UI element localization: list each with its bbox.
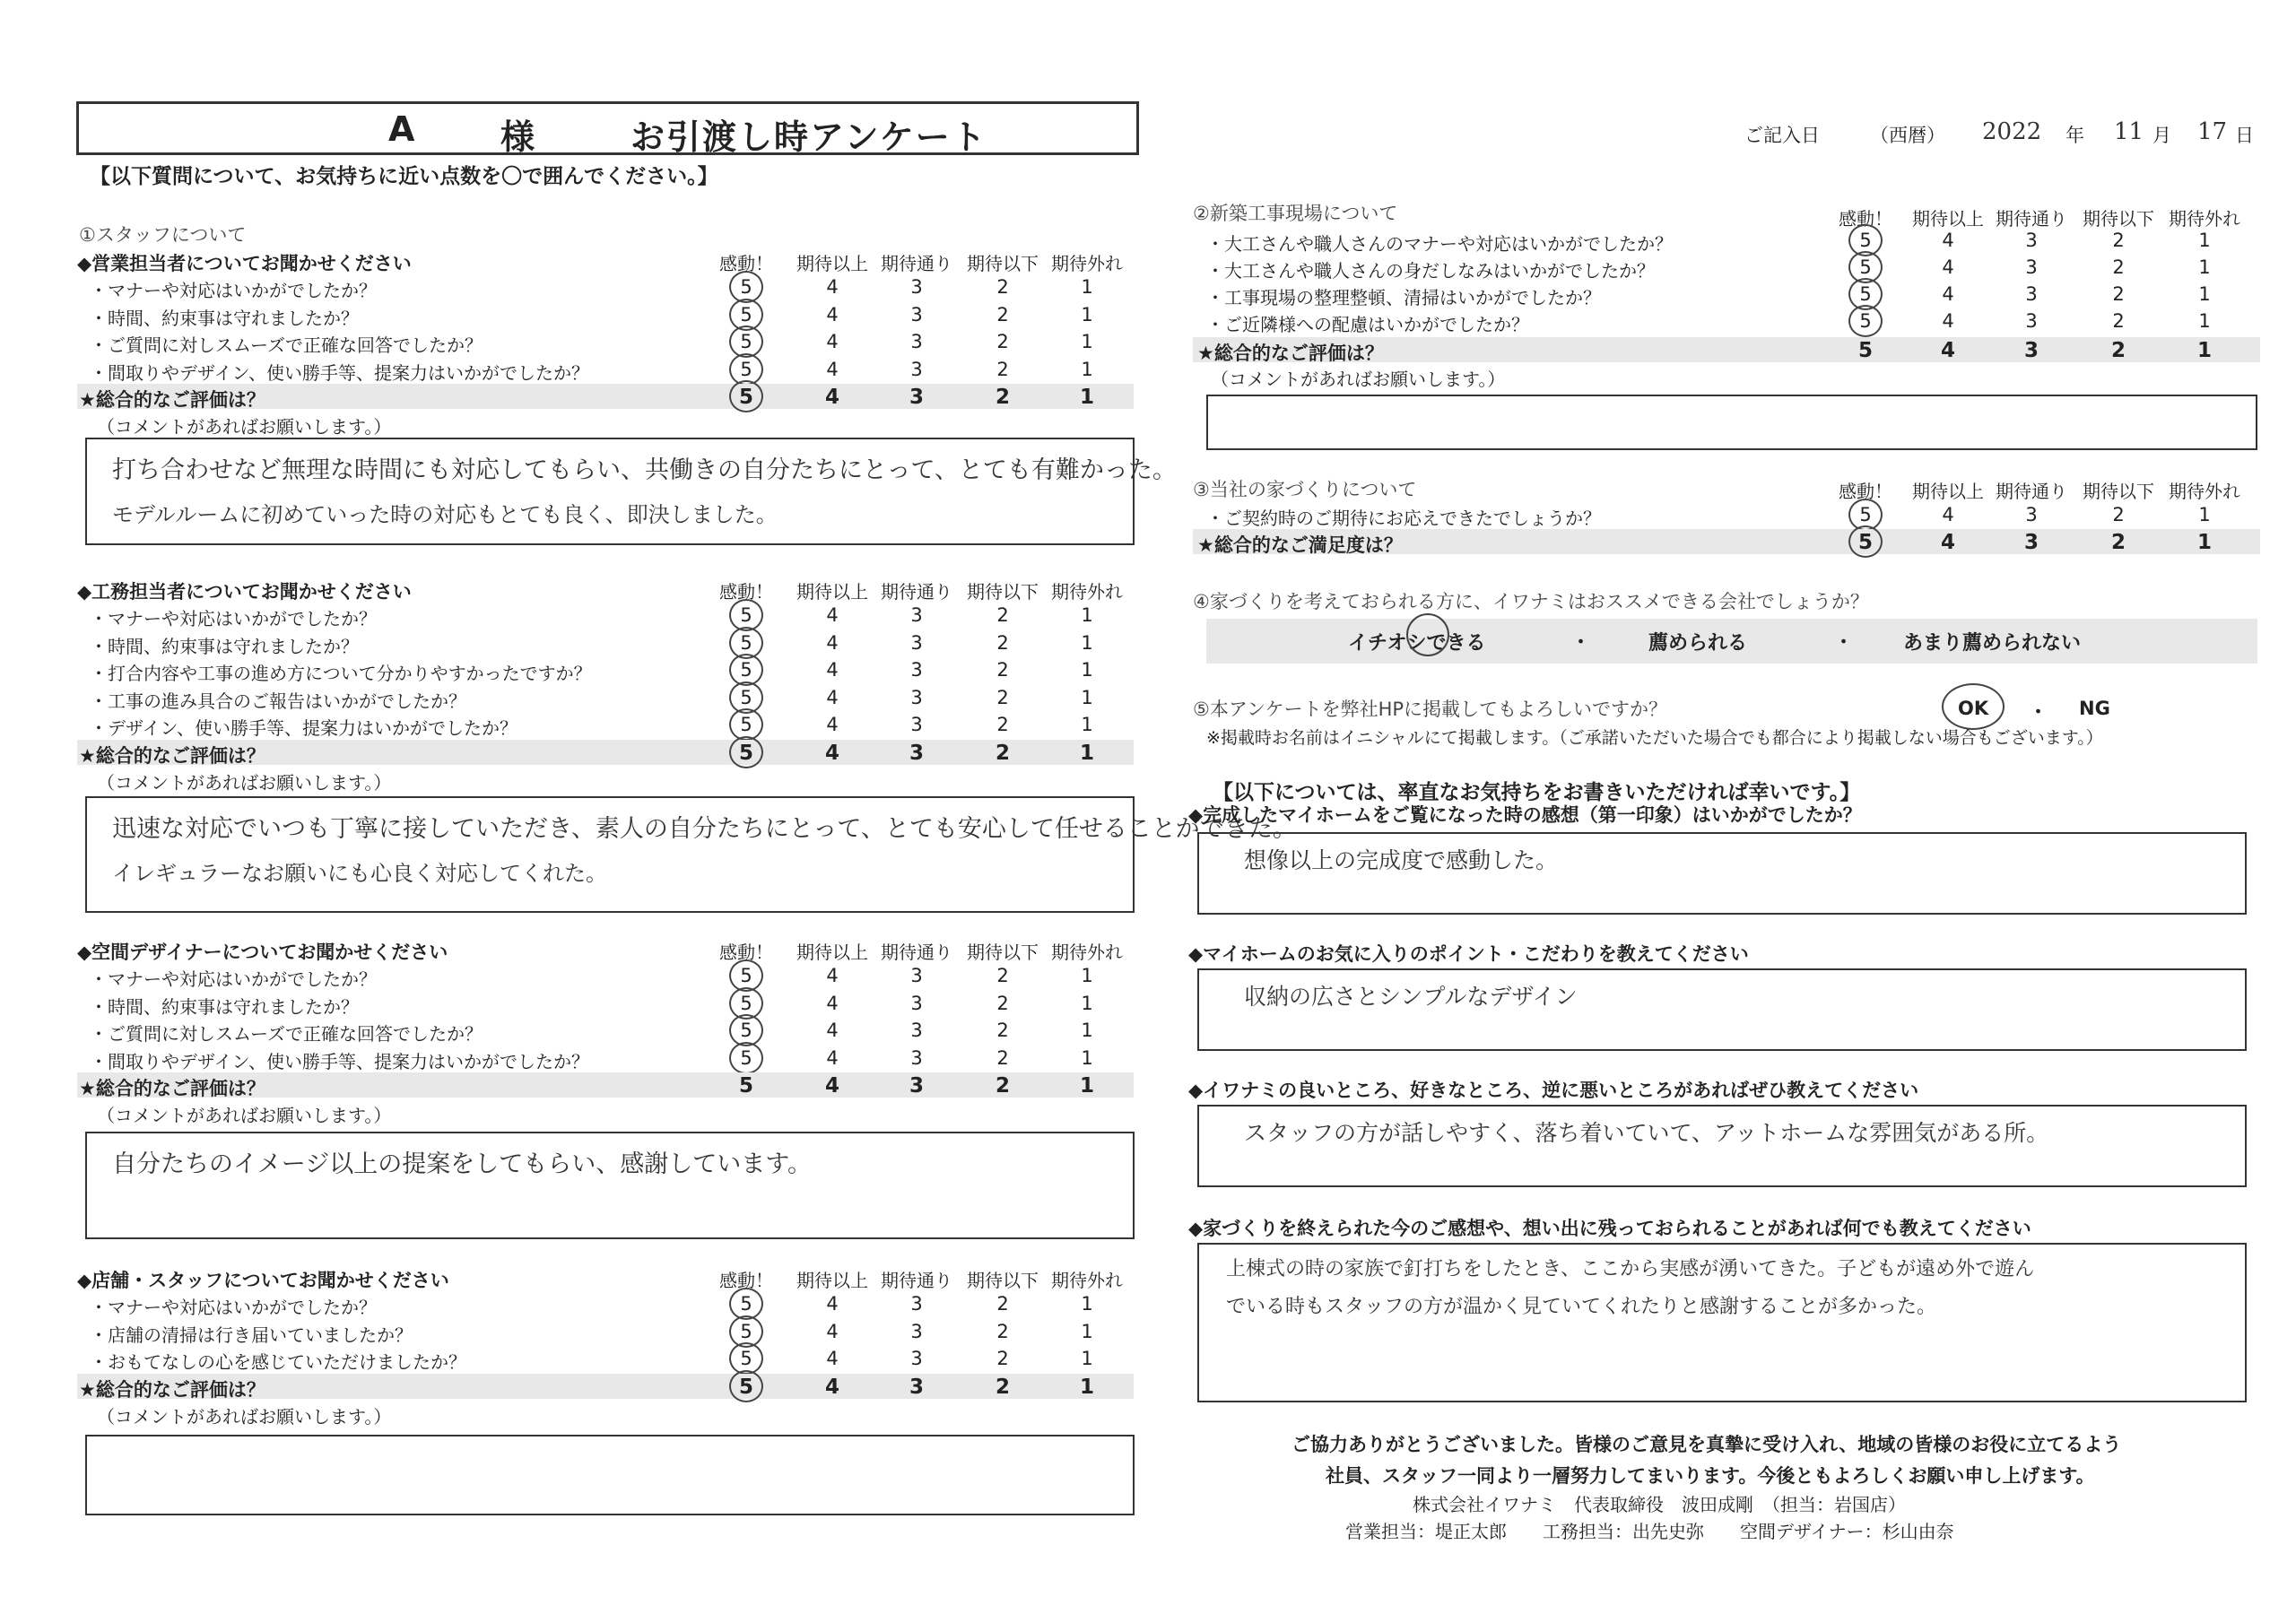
day-unit: 日 — [2235, 125, 2254, 146]
group3-overall-selected-circle — [729, 1370, 763, 1402]
section1-title: ①スタッフについて — [79, 224, 247, 246]
group0-q0-score-3[interactable]: 3 — [910, 276, 923, 298]
section2-scale-4: 期待外れ — [2169, 208, 2240, 230]
group0-q1-score-2[interactable]: 2 — [996, 303, 1009, 325]
group1-q4-score-2[interactable]: 2 — [996, 714, 1009, 735]
group3-q0-score-2[interactable]: 2 — [996, 1293, 1009, 1315]
section2-q0-score-1[interactable]: 1 — [2198, 230, 2211, 251]
free-text-intro: 【以下については、率直なお気持ちをお書きいただければ幸いです。】 — [1213, 781, 1861, 804]
section3-scale-0: 感動！ — [1839, 481, 1892, 502]
group0-overall-score-1[interactable]: 1 — [1079, 386, 1094, 409]
group2-q3-score-5[interactable]: 5 — [740, 1046, 752, 1069]
group1-q3-score-2[interactable]: 2 — [996, 686, 1009, 708]
group1-q2-score-4[interactable]: 4 — [826, 659, 839, 681]
section2-q1-score-2[interactable]: 2 — [2112, 256, 2125, 278]
group2-overall-score-3[interactable]: 3 — [909, 1074, 924, 1098]
group0-q1-score-4[interactable]: 4 — [826, 303, 839, 325]
instructions: 【以下質問について、お気持ちに近い点数を〇で囲んでください。】 — [90, 165, 718, 188]
section2-q2-score-2[interactable]: 2 — [2112, 283, 2125, 305]
section3-overall-selected-circle — [1848, 525, 1883, 558]
group3-overall-score-3[interactable]: 3 — [909, 1375, 924, 1399]
group1-overall-score-3[interactable]: 3 — [909, 741, 924, 765]
group3-q0-score-3[interactable]: 3 — [910, 1293, 923, 1315]
group1-overall-score-2[interactable]: 2 — [995, 741, 1010, 765]
group0-scale-0: 感動！ — [719, 253, 773, 274]
group1-question-1: ・時間、約束事は守れましたか？ — [90, 635, 359, 657]
group3-q1-score-2[interactable]: 2 — [996, 1320, 1009, 1342]
group3-q2-score-4[interactable]: 4 — [826, 1348, 839, 1369]
section2-q3-score-3[interactable]: 3 — [2025, 310, 2038, 332]
group2-q0-score-4[interactable]: 4 — [826, 965, 839, 986]
survey-title-box — [76, 101, 1139, 155]
free-question-3: ◆家づくりを終えられた今のご感想や、想い出に残っておられることがあれば何でも教えてください — [1188, 1218, 2031, 1239]
section2-question-1: ・大工さんや職人さんの身だしなみはいかがでしたか？ — [1206, 260, 1655, 282]
title-sama: 様 — [500, 117, 537, 157]
group2-q2-score-1[interactable]: 1 — [1081, 1020, 1093, 1041]
consent-ok-option[interactable]: OK — [1958, 698, 1989, 719]
section2-q3-selected-circle — [1848, 305, 1883, 337]
group3-question-2: ・おもてなしの心を感じていただけましたか？ — [90, 1351, 466, 1373]
group1-q0-score-4[interactable]: 4 — [826, 604, 839, 626]
recommend-highly-option[interactable]: イチオシできる — [1348, 632, 1486, 655]
group3-q2-score-5[interactable]: 5 — [740, 1348, 752, 1369]
date-year: 2022 — [1982, 118, 2042, 145]
group1-question-2: ・打合内容や工事の進め方について分かりやすかったですか？ — [90, 663, 592, 684]
group3-overall-label: ★総合的なご評価は？ — [79, 1378, 265, 1401]
group3-q0-score-4[interactable]: 4 — [826, 1293, 839, 1315]
group0-overall-score-4[interactable]: 4 — [824, 386, 839, 409]
section4-title: ④家づくりを考えておられる方に、イワナミはおススメできる会社でしょうか？ — [1193, 591, 1869, 612]
section3-scale-3: 期待以下 — [2083, 481, 2154, 502]
group0-question-0: ・マナーや対応はいかがでしたか？ — [90, 280, 377, 301]
group2-comment-prompt: （コメントがあればお願いします。） — [97, 1105, 392, 1126]
free-answer-box-2[interactable] — [1197, 1105, 2247, 1187]
group2-comment-box[interactable] — [85, 1132, 1135, 1239]
group2-q3-score-1[interactable]: 1 — [1081, 1046, 1093, 1069]
group2-q3-score-2[interactable]: 2 — [996, 1046, 1009, 1069]
group2-overall-score-1[interactable]: 1 — [1079, 1074, 1094, 1098]
section4-selected-circle — [1406, 613, 1449, 656]
group2-q1-score-4[interactable]: 4 — [826, 992, 839, 1014]
section2-question-0: ・大工さんや職人さんのマナーや対応はいかがでしたか？ — [1206, 233, 1673, 255]
group3-overall-score-5[interactable]: 5 — [738, 1375, 753, 1399]
group3-scale-3: 期待以下 — [967, 1270, 1039, 1291]
group1-scale-2: 期待通り — [881, 581, 952, 603]
group2-scale-4: 期待外れ — [1051, 942, 1123, 963]
group3-scale-4: 期待外れ — [1051, 1270, 1123, 1291]
group1-comment-line-1: イレギュラーなお願いにも心良く対応してくれた。 — [112, 861, 607, 886]
group0-q0-score-4[interactable]: 4 — [826, 276, 839, 298]
group1-q4-score-4[interactable]: 4 — [826, 714, 839, 735]
year-unit: 年 — [2066, 125, 2084, 146]
group3-overall-score-4[interactable]: 4 — [824, 1375, 839, 1399]
section2-overall-label: ★総合的なご評価は？ — [1197, 343, 1384, 364]
consent-ng-option[interactable]: NG — [2079, 698, 2110, 719]
section2-scale-0: 感動！ — [1839, 208, 1892, 230]
group1-q2-score-3[interactable]: 3 — [910, 659, 923, 681]
free-answer-2-line-0: スタッフの方が話しやすく、落ち着いていて、アットホームな雰囲気がある所。 — [1244, 1120, 2049, 1146]
group3-question-1: ・店舗の清掃は行き届いていましたか？ — [90, 1324, 413, 1346]
group0-q3-score-4[interactable]: 4 — [826, 358, 839, 380]
group1-scale-1: 期待以上 — [796, 581, 868, 603]
group1-overall-score-1[interactable]: 1 — [1079, 741, 1094, 765]
group0-q2-score-3[interactable]: 3 — [910, 331, 923, 352]
group0-q2-score-1[interactable]: 1 — [1081, 331, 1093, 352]
group1-q2-score-5[interactable]: 5 — [740, 659, 752, 681]
group0-overall-selected-circle — [729, 380, 763, 412]
group2-q1-score-5[interactable]: 5 — [740, 992, 752, 1014]
group2-overall-score-4[interactable]: 4 — [824, 1074, 839, 1098]
group1-title: ◆工務担当者についてお聞かせください — [77, 581, 412, 603]
group1-q0-score-1[interactable]: 1 — [1081, 604, 1093, 626]
section2-scale-1: 期待以上 — [1912, 208, 1984, 230]
section3-overall-label: ★総合的なご満足度は？ — [1197, 534, 1403, 556]
free-answer-1-line-0: 収納の広さとシンプルなデザイン — [1244, 984, 1578, 1010]
section2-q0-score-4[interactable]: 4 — [1942, 230, 1954, 251]
group3-overall-score-1[interactable]: 1 — [1079, 1375, 1094, 1399]
group2-scale-3: 期待以下 — [967, 942, 1039, 963]
customer-initial: A — [388, 109, 417, 149]
section3-overall-score-1[interactable]: 1 — [2196, 531, 2212, 554]
group0-q3-score-2[interactable]: 2 — [996, 358, 1009, 380]
group2-title: ◆空間デザイナーについてお聞かせください — [77, 942, 448, 963]
era-label: （西暦） — [1870, 125, 1945, 146]
section5-title: ⑤本アンケートを弊社HPに掲載してもよろしいですか？ — [1193, 699, 1668, 720]
group2-q2-score-5[interactable]: 5 — [740, 1020, 752, 1041]
section2-q3-score-4[interactable]: 4 — [1942, 310, 1954, 332]
group0-overall-score-3[interactable]: 3 — [909, 386, 924, 409]
group2-q0-score-1[interactable]: 1 — [1081, 965, 1093, 986]
section3-q0-score-1[interactable]: 1 — [2198, 504, 2211, 525]
section2-comment-prompt: （コメントがあればお願いします。） — [1211, 369, 1506, 390]
group2-overall-label: ★総合的なご評価は？ — [79, 1078, 265, 1099]
free-question-1: ◆マイホームのお気に入りのポイント・こだわりを教えてください — [1188, 943, 1749, 965]
group3-q1-score-5[interactable]: 5 — [740, 1320, 752, 1342]
section2-title: ②新築工事現場について — [1193, 203, 1398, 224]
section2-q2-score-4[interactable]: 4 — [1942, 283, 1954, 305]
section3-overall-score-4[interactable]: 4 — [1940, 531, 1955, 554]
group2-q3-score-3[interactable]: 3 — [910, 1046, 923, 1069]
group1-question-0: ・マナーや対応はいかがでしたか？ — [90, 608, 377, 629]
group1-q0-score-5[interactable]: 5 — [740, 604, 752, 626]
group2-question-3: ・間取りやデザイン、使い勝手等、提案力はいかがでしたか？ — [90, 1050, 589, 1072]
group0-comment-line-0: 打ち合わせなど無理な時間にも対応してもらい、共働きの自分たちにとって、とても有難かった。 — [112, 456, 1177, 484]
group2-q3-selected-circle — [729, 1042, 763, 1074]
section4-dot-1: ・ — [1571, 631, 1590, 653]
group2-q2-score-3[interactable]: 3 — [910, 1020, 923, 1041]
section3-scale-2: 期待通り — [1996, 481, 2067, 502]
free-answer-box-0[interactable] — [1197, 832, 2247, 915]
group1-q0-score-3[interactable]: 3 — [910, 604, 923, 626]
group3-q2-score-3[interactable]: 3 — [910, 1348, 923, 1369]
group2-scale-0: 感動！ — [719, 942, 773, 963]
section2-overall-score-5[interactable]: 5 — [1857, 339, 1873, 362]
section2-question-3: ・ご近隣様への配慮はいかがでしたか？ — [1206, 314, 1529, 335]
group3-overall-score-2[interactable]: 2 — [995, 1375, 1010, 1399]
group2-q0-score-3[interactable]: 3 — [910, 965, 923, 986]
thanks-line-1: ご協力ありがとうございました。皆様のご意見を真摯に受け入れ、地域の皆様のお役に立てるよう — [1292, 1434, 2122, 1455]
group0-q0-score-2[interactable]: 2 — [996, 276, 1009, 298]
group0-q2-score-2[interactable]: 2 — [996, 331, 1009, 352]
group1-q4-score-5[interactable]: 5 — [740, 714, 752, 735]
group1-q3-score-3[interactable]: 3 — [910, 686, 923, 708]
section2-q2-score-5[interactable]: 5 — [1859, 283, 1872, 305]
group2-q2-score-4[interactable]: 4 — [826, 1020, 839, 1041]
group0-q0-score-5[interactable]: 5 — [740, 276, 752, 298]
group1-overall-score-5[interactable]: 5 — [738, 741, 753, 765]
section2-q0-score-2[interactable]: 2 — [2112, 230, 2125, 251]
group0-q1-score-1[interactable]: 1 — [1081, 303, 1093, 325]
group0-question-3: ・間取りやデザイン、使い勝手等、提案力はいかがでしたか？ — [90, 361, 589, 384]
group1-question-3: ・工事の進み具合のご報告はいかがでしたか？ — [90, 690, 466, 712]
staff-line: 営業担当：堤正太郎 工務担当：出先史弥 空間デザイナー：杉山由奈 — [1345, 1521, 1954, 1542]
group0-q1-score-5[interactable]: 5 — [740, 303, 752, 325]
group0-comment-prompt: （コメントがあればお願いします。） — [97, 416, 392, 438]
section4-dot-2: ・ — [1834, 631, 1853, 653]
group2-comment-line-0: 自分たちのイメージ以上の提案をしてもらい、感謝しています。 — [112, 1150, 813, 1178]
group1-overall-label: ★総合的なご評価は？ — [79, 744, 265, 767]
section2-scale-2: 期待通り — [1996, 208, 2067, 230]
group1-overall-selected-circle — [729, 736, 763, 768]
free-answer-0-line-0: 想像以上の完成度で感動した。 — [1244, 847, 1559, 873]
group0-scale-4: 期待外れ — [1051, 253, 1123, 274]
section2-q1-score-1[interactable]: 1 — [2198, 256, 2211, 278]
group0-scale-3: 期待以下 — [967, 253, 1039, 274]
group3-scale-2: 期待通り — [881, 1270, 952, 1291]
section3-q0-score-5[interactable]: 5 — [1859, 504, 1872, 525]
section2-overall-score-4[interactable]: 4 — [1940, 339, 1955, 362]
group1-comment-line-0: 迅速な対応でいつも丁寧に接していただき、素人の自分たちにとって、とても安心して任せることができた。 — [112, 815, 1297, 843]
group2-q1-score-3[interactable]: 3 — [910, 992, 923, 1014]
group3-q1-score-3[interactable]: 3 — [910, 1320, 923, 1342]
group0-q3-score-1[interactable]: 1 — [1081, 358, 1093, 380]
section2-comment-box[interactable] — [1206, 395, 2257, 450]
thanks-line-2: 社員、スタッフ一同より一層努力してまいります。今後ともよろしくお願い申し上げます。 — [1326, 1465, 2095, 1487]
section3-question-0: ・ご契約時のご期待にお応えできたでしょうか？ — [1206, 508, 1601, 529]
section2-q0-score-5[interactable]: 5 — [1859, 230, 1872, 251]
group1-q2-score-1[interactable]: 1 — [1081, 659, 1093, 681]
group0-overall-score-2[interactable]: 2 — [995, 386, 1010, 409]
group1-overall-score-4[interactable]: 4 — [824, 741, 839, 765]
group1-question-4: ・デザイン、使い勝手等、提案力はいかがでしたか？ — [90, 717, 517, 739]
group2-overall-score-5[interactable]: 5 — [738, 1074, 753, 1098]
group2-question-0: ・マナーや対応はいかがでしたか？ — [90, 968, 377, 990]
recommend-option[interactable]: 薦められる — [1648, 632, 1748, 655]
free-answer-3-line-1: でいる時もスタッフの方が温かく見ていてくれたりと感謝することが多かった。 — [1226, 1296, 1937, 1318]
date-month: 11 — [2114, 118, 2144, 145]
section3-overall-score-2[interactable]: 2 — [2110, 531, 2126, 554]
group3-scale-0: 感動！ — [719, 1270, 773, 1291]
section2-q2-score-1[interactable]: 1 — [2198, 283, 2211, 305]
group1-q3-score-5[interactable]: 5 — [740, 686, 752, 708]
group0-question-2: ・ご質問に対しスムーズで正確な回答でしたか？ — [90, 334, 483, 356]
section2-q1-score-5[interactable]: 5 — [1859, 256, 1872, 278]
group3-q1-score-4[interactable]: 4 — [826, 1320, 839, 1342]
group0-comment-line-1: モデルルームに初めていった時の対応もとても良く、即決しました。 — [112, 502, 778, 527]
group1-q0-score-2[interactable]: 2 — [996, 604, 1009, 626]
group1-q4-score-3[interactable]: 3 — [910, 714, 923, 735]
group1-q1-score-4[interactable]: 4 — [826, 631, 839, 654]
month-unit: 月 — [2152, 125, 2171, 146]
group1-scale-4: 期待外れ — [1051, 581, 1123, 603]
group0-comment-box[interactable] — [85, 438, 1177, 545]
group1-comment-prompt: （コメントがあればお願いします。） — [97, 771, 392, 794]
consent-ok-circle — [1942, 683, 2005, 730]
group0-title: ◆営業担当者についてお聞かせください — [77, 253, 412, 274]
group2-overall-score-2[interactable]: 2 — [995, 1074, 1010, 1098]
not-recommend-option[interactable]: あまり薦められない — [1903, 632, 2082, 655]
group3-q1-score-1[interactable]: 1 — [1081, 1320, 1093, 1342]
section3-q0-score-3[interactable]: 3 — [2025, 504, 2038, 525]
group2-scale-2: 期待通り — [881, 942, 952, 963]
group0-scale-1: 期待以上 — [796, 253, 868, 274]
group1-comment-box[interactable] — [85, 796, 1297, 913]
section3-overall-score-5[interactable]: 5 — [1857, 531, 1873, 554]
group3-question-0: ・マナーや対応はいかがでしたか？ — [90, 1297, 377, 1318]
group0-scale-2: 期待通り — [881, 253, 952, 274]
group2-q3-score-4[interactable]: 4 — [826, 1046, 839, 1069]
group3-comment-prompt: （コメントがあればお願いします。） — [97, 1405, 392, 1428]
section3-q0-score-4[interactable]: 4 — [1942, 504, 1954, 525]
section3-scale-4: 期待外れ — [2169, 481, 2240, 502]
group3-scale-1: 期待以上 — [796, 1270, 868, 1291]
group0-overall-score-5[interactable]: 5 — [738, 386, 753, 409]
section2-scale-3: 期待以下 — [2083, 208, 2154, 230]
section2-overall-score-2[interactable]: 2 — [2110, 339, 2126, 362]
group0-overall-label: ★総合的なご評価は？ — [79, 389, 265, 411]
free-answer-3-line-0: 上棟式の時の家族で釘打ちをしたとき、ここから実感が湧いてきた。子どもが遠め外で遊ん — [1226, 1258, 2035, 1280]
group2-q2-score-2[interactable]: 2 — [996, 1020, 1009, 1041]
section5-note: ※掲載時お名前はイニシャルにて掲載します。（ご承諾いただいた場合でも都合により掲載しない場合もございます。） — [1206, 728, 2103, 748]
section2-q3-score-1[interactable]: 1 — [2198, 310, 2211, 332]
group3-q0-score-5[interactable]: 5 — [740, 1293, 752, 1315]
section2-q1-score-3[interactable]: 3 — [2025, 256, 2038, 278]
group2-q1-score-2[interactable]: 2 — [996, 992, 1009, 1014]
group0-q2-score-4[interactable]: 4 — [826, 331, 839, 352]
group0-q3-score-5[interactable]: 5 — [740, 358, 752, 380]
section3-q0-score-2[interactable]: 2 — [2112, 504, 2125, 525]
group2-question-2: ・ご質問に対しスムーズで正確な回答でしたか？ — [90, 1023, 483, 1045]
group0-q1-score-3[interactable]: 3 — [910, 303, 923, 325]
group1-scale-3: 期待以下 — [967, 581, 1039, 603]
group2-q1-score-1[interactable]: 1 — [1081, 992, 1093, 1014]
free-question-2: ◆イワナミの良いところ、好きなところ、逆に悪いところがあればぜひ教えてください — [1188, 1080, 1919, 1101]
group0-question-1: ・時間、約束事は守れましたか？ — [90, 307, 359, 329]
group1-q1-score-1[interactable]: 1 — [1081, 631, 1093, 654]
group1-scale-0: 感動！ — [719, 581, 773, 603]
free-answer-box-3[interactable] — [1197, 1243, 2247, 1402]
free-answer-box-1[interactable] — [1197, 968, 2247, 1051]
group1-q2-score-2[interactable]: 2 — [996, 659, 1009, 681]
date-label: ご記入日 — [1744, 125, 1820, 146]
group1-q4-score-1[interactable]: 1 — [1081, 714, 1093, 735]
section2-q3-score-5[interactable]: 5 — [1859, 310, 1872, 332]
section2-q1-score-4[interactable]: 4 — [1942, 256, 1954, 278]
group0-q2-score-5[interactable]: 5 — [740, 331, 752, 352]
section2-question-2: ・工事現場の整理整頓、清掃はいかがでしたか？ — [1206, 287, 1601, 308]
group1-q3-score-1[interactable]: 1 — [1081, 686, 1093, 708]
group3-q0-score-1[interactable]: 1 — [1081, 1293, 1093, 1315]
section2-overall-score-1[interactable]: 1 — [2196, 339, 2212, 362]
group3-title: ◆店舗・スタッフについてお聞かせください — [77, 1270, 449, 1291]
group1-q3-score-4[interactable]: 4 — [826, 686, 839, 708]
section3-title: ③当社の家づくりについて — [1193, 479, 1417, 500]
group0-q0-score-1[interactable]: 1 — [1081, 276, 1093, 298]
group2-q0-score-2[interactable]: 2 — [996, 965, 1009, 986]
section2-q3-score-2[interactable]: 2 — [2112, 310, 2125, 332]
page-title: お引渡し時アンケート — [631, 117, 987, 157]
free-question-0: ◆完成したマイホームをご覧になった時の感想（第一印象）はいかがでしたか？ — [1188, 804, 1862, 826]
group1-q1-score-3[interactable]: 3 — [910, 631, 923, 654]
group2-question-1: ・時間、約束事は守れましたか？ — [90, 995, 359, 1018]
group1-q1-score-2[interactable]: 2 — [996, 631, 1009, 654]
group3-q2-score-2[interactable]: 2 — [996, 1348, 1009, 1369]
group1-q1-score-5[interactable]: 5 — [740, 631, 752, 654]
section3-scale-1: 期待以上 — [1912, 481, 1984, 502]
group0-q3-score-3[interactable]: 3 — [910, 358, 923, 380]
section2-q2-score-3[interactable]: 3 — [2025, 283, 2038, 305]
section2-overall-score-3[interactable]: 3 — [2023, 339, 2039, 362]
company-line: 株式会社イワナミ 代表取締役 波田成剛 （担当：岩国店） — [1413, 1494, 1906, 1515]
section2-q0-score-3[interactable]: 3 — [2025, 230, 2038, 251]
group2-scale-1: 期待以上 — [796, 942, 868, 963]
group2-q0-score-5[interactable]: 5 — [740, 965, 752, 986]
date-day: 17 — [2197, 118, 2228, 145]
group3-comment-box[interactable] — [85, 1435, 1135, 1515]
group3-q2-score-1[interactable]: 1 — [1081, 1348, 1093, 1369]
section5-dot: ・ — [2029, 701, 2048, 723]
section3-overall-score-3[interactable]: 3 — [2023, 531, 2039, 554]
